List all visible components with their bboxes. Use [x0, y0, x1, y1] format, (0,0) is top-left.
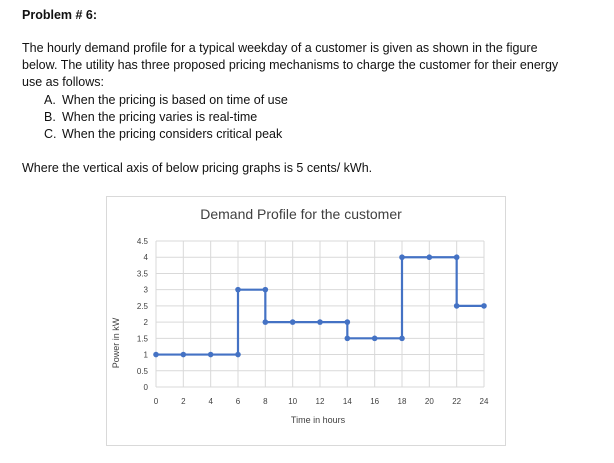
intro-line-1: The hourly demand profile for a typical weekday of a customer is given as shown in the figure: [22, 41, 538, 55]
x-tick-label: 16: [370, 397, 380, 406]
list-item-text: When the pricing varies is real-time: [62, 110, 258, 124]
demand-chart: [106, 196, 506, 446]
data-point: [345, 319, 351, 325]
x-tick-label: 8: [263, 397, 268, 406]
data-point: [481, 303, 487, 309]
chart-title: Demand Profile for the customer: [200, 206, 402, 222]
list-marker: C.: [44, 127, 57, 141]
intro-line-2: below. The utility has three proposed pricing mechanisms to charge the customer for their energy: [22, 58, 559, 72]
x-tick-label: 14: [342, 397, 352, 406]
x-tick-label: 20: [424, 397, 434, 406]
y-tick-label: 0: [143, 383, 148, 392]
list-item-text: When the pricing is based on time of use: [62, 93, 288, 107]
data-point: [454, 303, 460, 309]
x-tick-label: 24: [479, 397, 489, 406]
data-point: [235, 352, 241, 358]
chart-svg: [107, 197, 507, 447]
x-axis-label: Time in hours: [290, 415, 346, 425]
data-point: [317, 319, 323, 325]
list-item: [44, 126, 288, 143]
x-tick-label: 18: [397, 397, 407, 406]
x-tick-label: 22: [452, 397, 462, 406]
x-tick-label: 0: [153, 397, 159, 406]
y-tick-label: 3.5: [136, 269, 148, 279]
y-tick-label: 2.5: [136, 301, 148, 311]
y-tick-label: 0.5: [136, 366, 148, 376]
x-tick-label: 6: [235, 397, 241, 406]
data-point: [208, 352, 214, 358]
data-point: [290, 319, 296, 325]
list-item: [44, 92, 288, 109]
data-point: [181, 352, 187, 358]
y-tick-label: 1: [143, 350, 148, 360]
intro-line-3: use as follows:: [22, 75, 104, 89]
x-tick-label: 12: [315, 397, 325, 406]
y-tick-label: 1.5: [136, 334, 148, 344]
data-point: [454, 254, 460, 260]
problem-intro: [22, 40, 594, 91]
data-point: [399, 254, 405, 260]
data-point: [372, 336, 378, 342]
data-point: [399, 336, 405, 342]
list-item: [44, 109, 288, 126]
y-tick-label: 3: [143, 285, 148, 295]
problem-title: Problem # 6:: [22, 8, 98, 22]
data-point: [235, 287, 241, 293]
y-tick-label: 4.5: [136, 237, 148, 246]
x-tick-label: 10: [288, 397, 298, 406]
y-tick-label: 2: [143, 318, 148, 328]
pricing-options-list: [44, 92, 288, 143]
data-point: [153, 352, 159, 358]
y-tick-label: 4: [143, 253, 148, 263]
x-tick-label: 2: [181, 397, 186, 406]
data-point: [263, 319, 269, 325]
list-marker: B.: [44, 110, 56, 124]
pricing-note: Where the vertical axis of below pricing graphs is 5 cents/ kWh.: [22, 161, 373, 175]
data-point: [345, 336, 351, 342]
y-axis-label: Power in kW: [111, 317, 121, 369]
data-point: [427, 254, 433, 260]
list-item-text: When the pricing considers critical peak: [62, 127, 283, 141]
x-tick-label: 4: [208, 397, 213, 406]
data-point: [263, 287, 269, 293]
list-marker: A.: [44, 93, 56, 107]
